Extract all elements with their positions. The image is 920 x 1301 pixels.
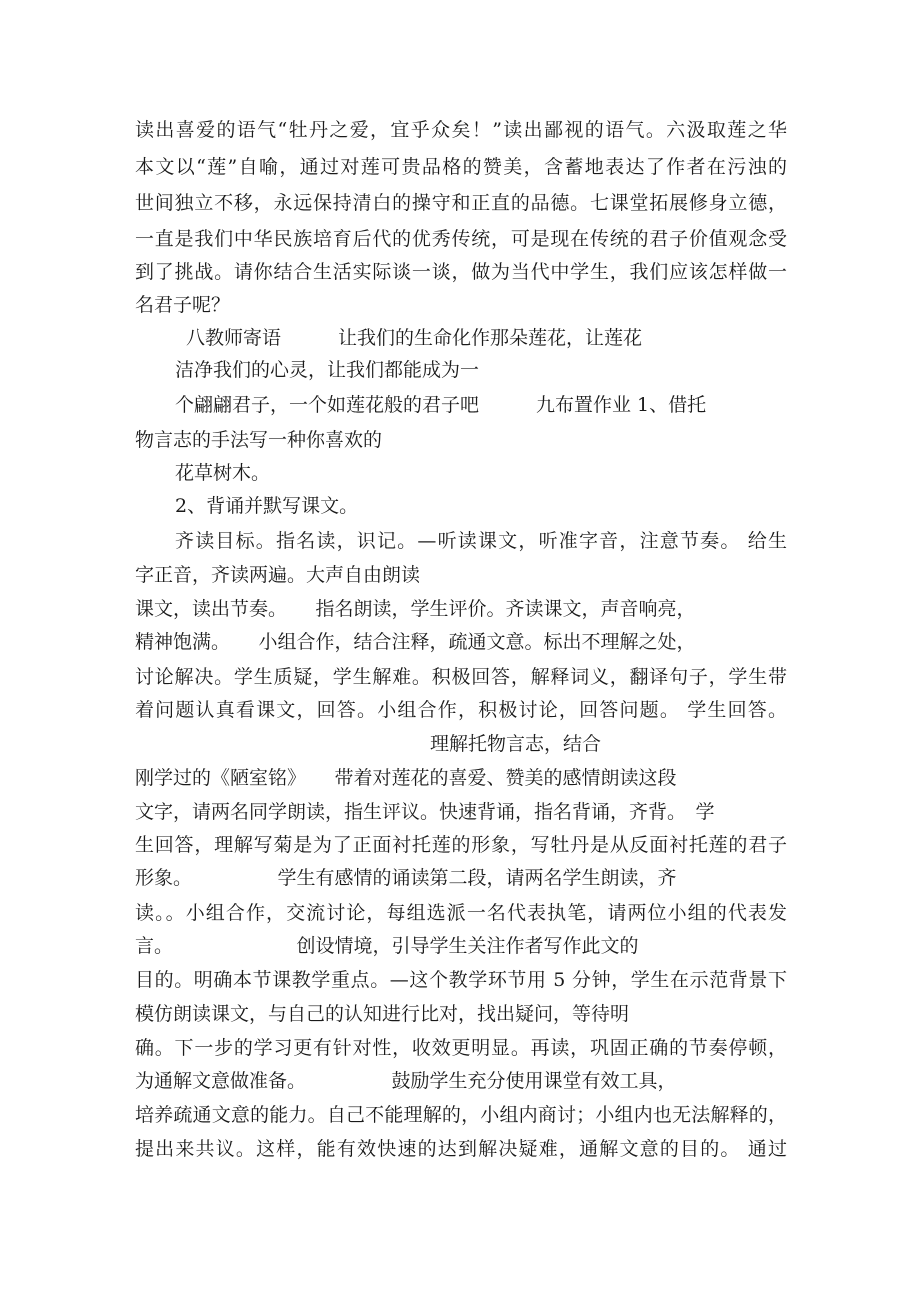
text-line: 刚学过的《陋室铭》 带着对莲花的喜爱、赞美的感情朗读这段 [135, 767, 677, 789]
text-line: 培养疏通文意的能力。自己不能理解的，小组内商讨；小组内也无法解释的， [135, 1104, 787, 1126]
text-line: 言。 创设情境，引导学生关注作者写作此文的 [135, 935, 639, 957]
text-line: 课文，读出节奏。 指名朗读，学生评价。齐读课文，声音响亮， [135, 598, 696, 620]
text-line: 模仿朗读课文，与自己的认知进行比对，找出疑问，等待明 [135, 1003, 630, 1025]
text-line: 一直是我们中华民族培育后代的优秀传统，可是现在传统的君子价值观念受 [135, 228, 787, 250]
text-line: 本文以“莲”自喻，通过对莲可贵品格的赞美，含蓄地表达了作者在污浊的 [135, 156, 787, 178]
text-line: 文字，请两名同学朗读，指生评议。快速背诵，指名背诵，齐背。 学 [135, 801, 715, 823]
text-line: 读。。小组合作，交流讨论，每组选派一名代表执笔，请两位小组的代表发 [135, 902, 787, 924]
text-line: 着问题认真看课文，回答。小组合作，积极讨论，回答问题。 学生回答。 [135, 699, 787, 721]
text-line: 八教师寄语 让我们的生命化作那朵莲花，让莲花 [186, 327, 643, 349]
text-line: 读出喜爱的语气“牡丹之爱，宜乎众矣！”读出鄙视的语气。六汲取莲之华 [135, 119, 787, 141]
text-line: 为通解文意做准备。 鼓励学生充分使用课堂有效工具， [135, 1070, 677, 1092]
text-line: 生回答，理解写菊是为了正面衬托莲的形象，写牡丹是从反面衬托莲的君子 [135, 834, 787, 856]
text-line: 齐读目标。指名读，识记。—听读课文，听准字音，注意节奏。 给生 [175, 530, 787, 552]
text-line: 提出来共议。这样，能有效快速的达到解决疑难，通解文意的目的。 通过 [135, 1138, 787, 1160]
text-line: 形象。 学生有感情的诵读第二段，请两名学生朗读，齐 [135, 867, 677, 889]
text-line: 讨论解决。学生质疑，学生解难。积极回答，解释词义，翻译句子，学生带 [135, 666, 787, 688]
text-line: 物言志的手法写一种你喜欢的 [135, 429, 383, 451]
text-line: 理解托物言志，结合 [430, 733, 602, 755]
text-line: 目的。明确本节课教学重点。—这个教学环节用 5 分钟，学生在示范背景下 [135, 969, 787, 991]
text-line: 花草树木。 [175, 462, 271, 484]
text-line: 确。下一步的学习更有针对性，收效更明显。再读，巩固正确的节奏停顿， [135, 1037, 787, 1059]
text-line: 精神饱满。 小组合作，结合注释，疏通文意。标出不理解之处， [135, 631, 696, 653]
text-line: 洁净我们的心灵，让我们都能成为一 [175, 359, 480, 381]
text-line: 2、背诵并默写课文。 [175, 495, 359, 517]
text-line: 个翩翩君子，一个如莲花般的君子吧 九布置作业 1、借托 [175, 394, 707, 416]
text-line: 名君子呢？ [135, 294, 231, 316]
text-line: 世间独立不移，永远保持清白的操守和正直的品德。七课堂拓展修身立德， [135, 192, 787, 214]
text-line: 到了挑战。请你结合生活实际谈一谈，做为当代中学生，我们应该怎样做一 [135, 261, 787, 283]
text-line: 字正音，齐读两遍。大声自由朗读 [135, 564, 421, 586]
